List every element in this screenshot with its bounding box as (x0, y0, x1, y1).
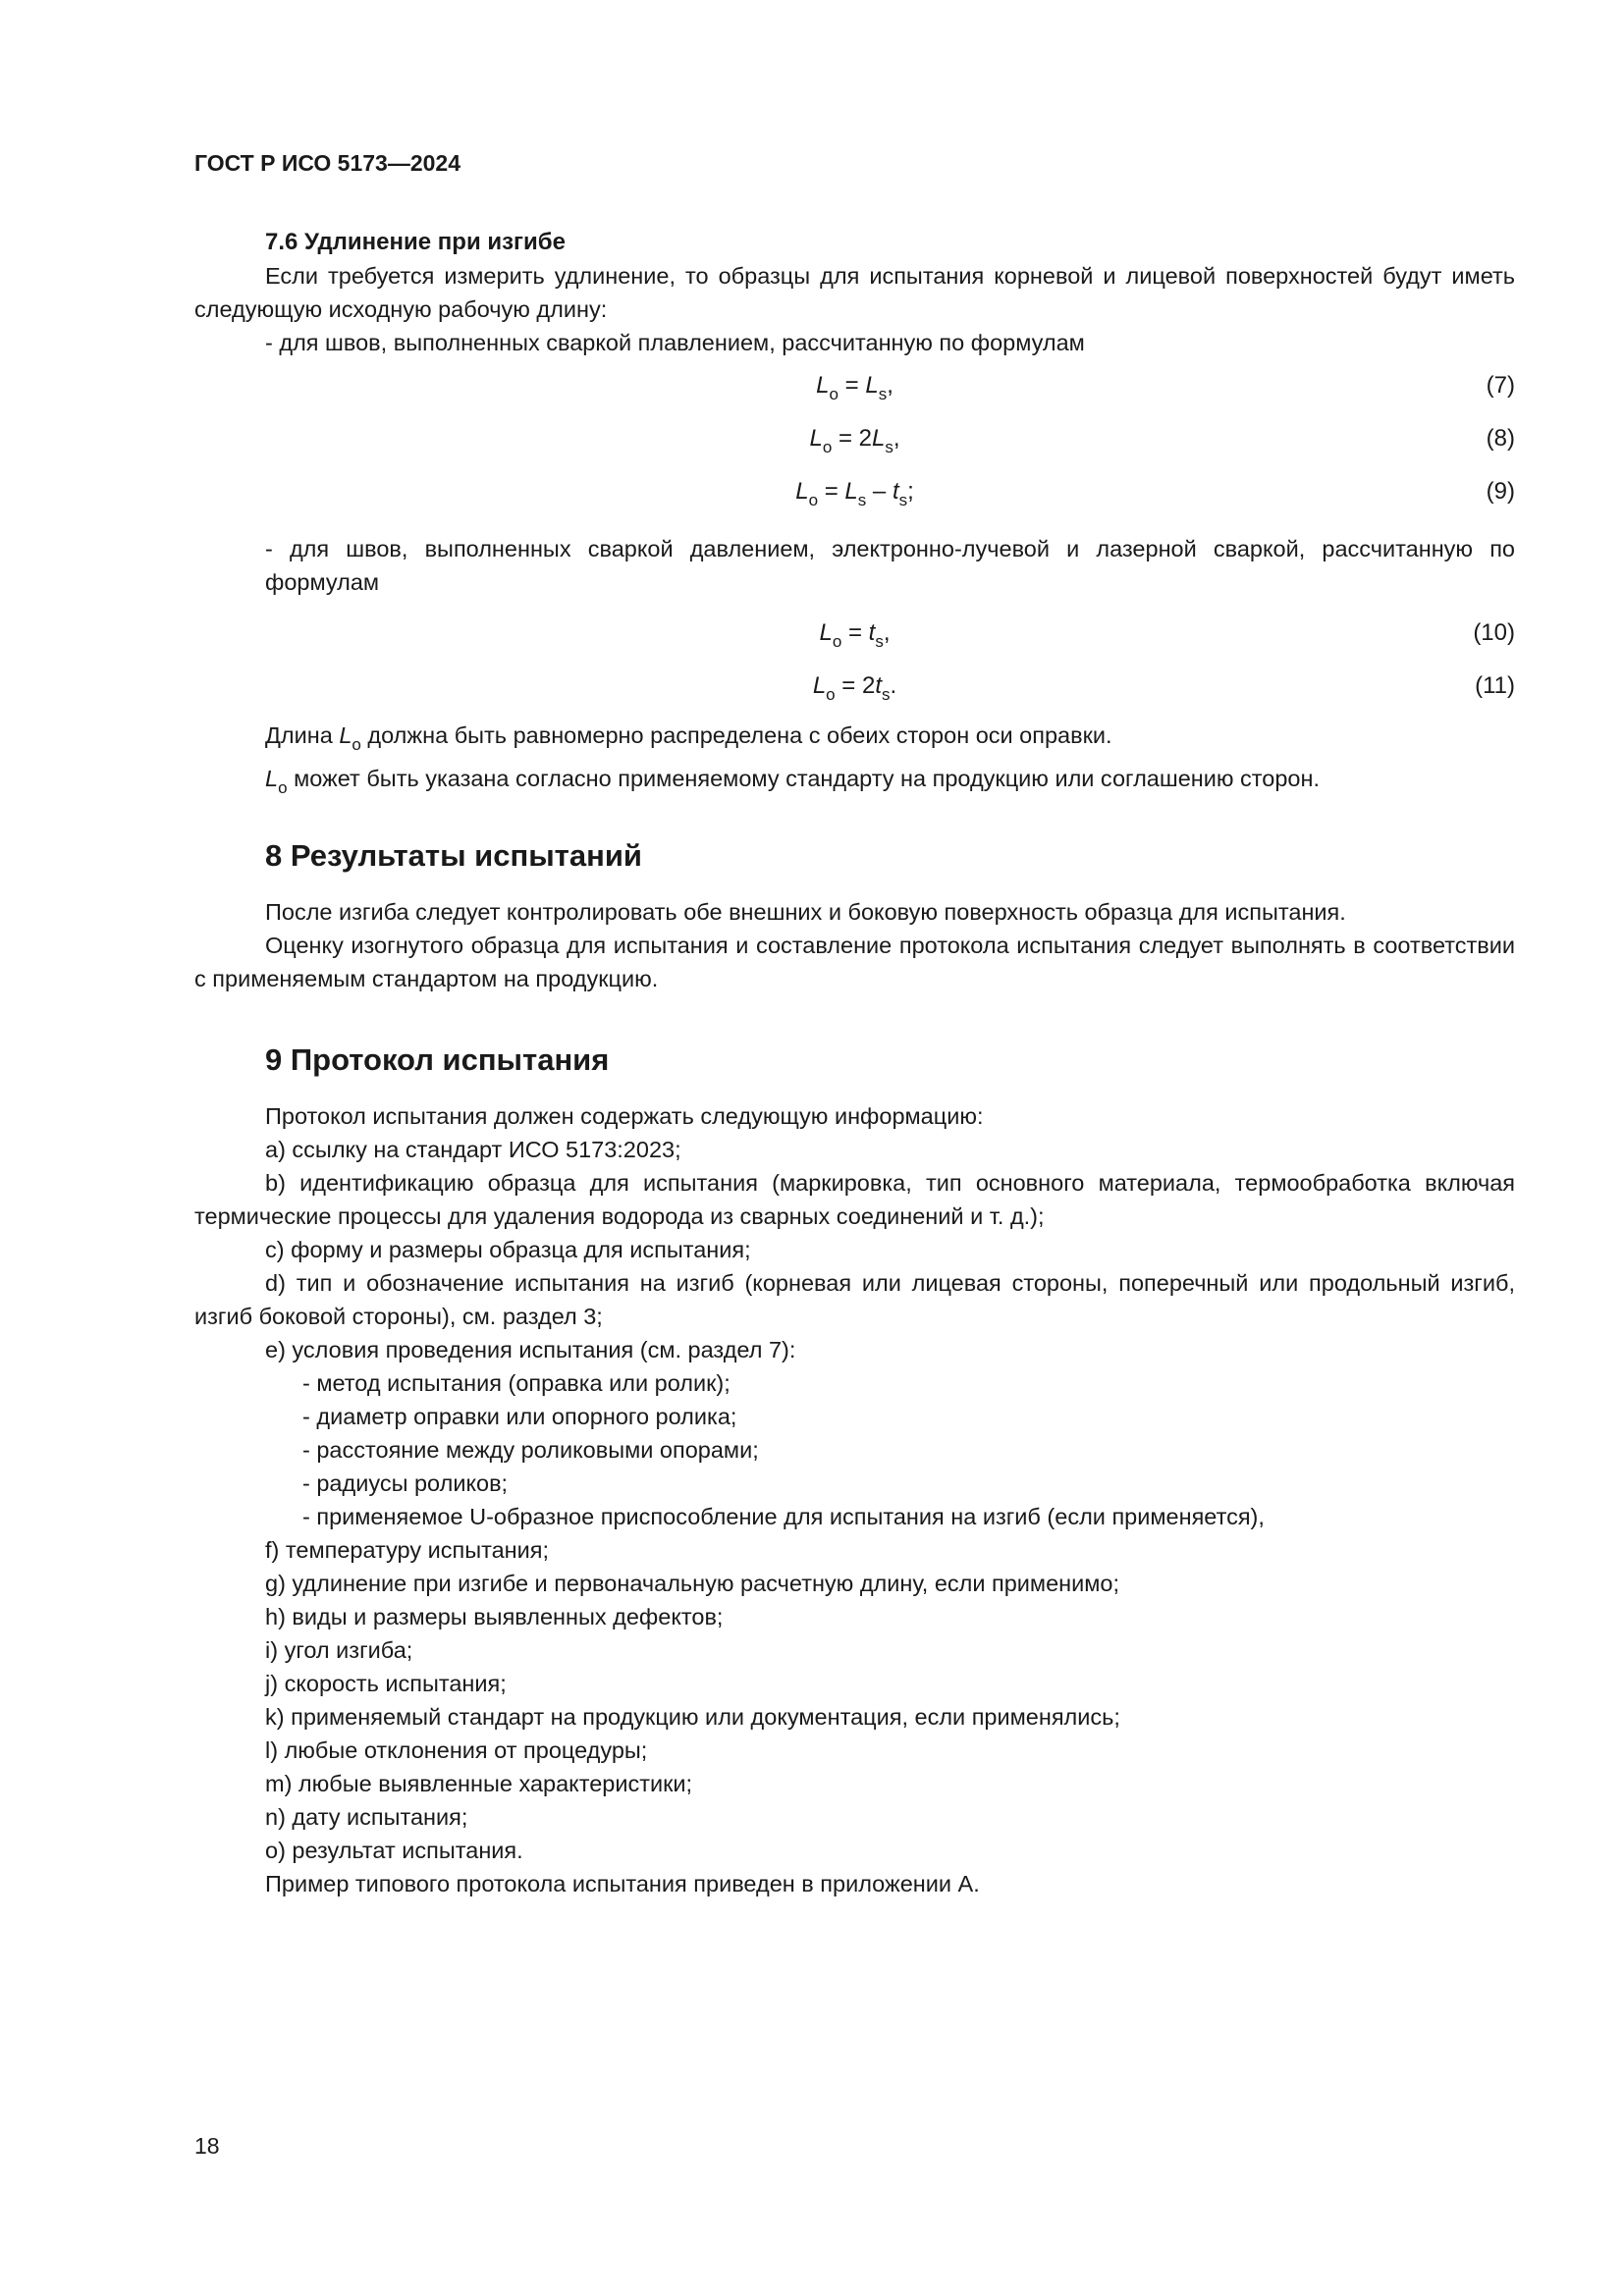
protocol-item-a: a) ссылку на стандарт ИСО 5173:2023; (265, 1137, 681, 1162)
protocol-item-o: o) результат испытания. (265, 1838, 523, 1863)
protocol-item-j: j) скорость испытания; (265, 1671, 507, 1696)
formula-7-number: (7) (1486, 372, 1515, 399)
section-9-title: 9 Протокол испытания (265, 1042, 610, 1077)
protocol-item-e-sub-4: - радиусы роликов; (302, 1470, 509, 1496)
document-header: ГОСТ Р ИСО 5173—2024 (194, 150, 461, 176)
protocol-item-i: i) угол изгиба; (265, 1637, 413, 1663)
section-8-title: 8 Результаты испытаний (265, 838, 642, 873)
formula-7-lhs: L (816, 372, 830, 399)
protocol-item-e-sub-5: - применяемое U-образное приспособление для испытания на изгиб (если применяется), (302, 1504, 1265, 1529)
section-7-6-paragraph-2: Длина $L_o$ должна быть равномерно распределена с обеих сторон оси оправки. (265, 722, 1112, 754)
protocol-item-e-sub-1: - метод испытания (оправка или ролик); (302, 1370, 731, 1396)
protocol-item-b: b) идентификацию образца для испытания (маркировка, тип основного материала, термообработка включая термические процессы для удаления водорода из сварных соединений и т. д.); (194, 1170, 1515, 1229)
section-8-paragraph-2: Оценку изогнутого образца для испытания и составление протокола испытания следует выполнять в соответствии с применяемым стандартом на продукцию. (194, 933, 1515, 991)
protocol-item-d: d) тип и обозначение испытания на изгиб (корневая или лицевая стороны, поперечный или продольный изгиб, изгиб боковой стороны), см. раздел 3; (194, 1270, 1515, 1329)
protocol-item-n: n) дату испытания; (265, 1804, 468, 1830)
section-9-outro: Пример типового протокола испытания приведен в приложении А. (265, 1871, 980, 1896)
protocol-item-k: k) применяемый стандарт на продукцию или документация, если применялись; (265, 1704, 1120, 1730)
formula-8-number: (8) (1486, 425, 1515, 452)
list-item-fusion-welding: - для швов, выполненных сваркой плавлением, рассчитанную по формулам (265, 330, 1085, 355)
formula-8: $L_o = 2L_s$, (8) (194, 412, 1515, 465)
protocol-item-m: m) любые выявленные характеристики; (265, 1771, 693, 1796)
protocol-item-e-sub-3: - расстояние между роликовыми опорами; (302, 1437, 759, 1463)
protocol-item-g: g) удлинение при изгибе и первоначальную расчетную длину, если применимо; (265, 1571, 1120, 1596)
section-7-6-paragraph-1: Если требуется измерить удлинение, то образцы для испытания корневой и лицевой поверхностей будут иметь следующую исходную рабочую длину: (194, 263, 1515, 322)
protocol-item-h: h) виды и размеры выявленных дефектов; (265, 1604, 724, 1629)
formula-10-number: (10) (1473, 619, 1515, 646)
page-content (194, 226, 1515, 1900)
protocol-item-f: f) температуру испытания; (265, 1537, 550, 1563)
protocol-item-e-sub-2: - диаметр оправки или опорного ролика; (302, 1404, 737, 1429)
list-item-pressure-welding: - для швов, выполненных сваркой давлением, электронно-лучевой и лазерной сваркой, рассчитанную по формулам (265, 536, 1515, 595)
formula-9-number: (9) (1486, 478, 1515, 505)
protocol-item-l: l) любые отклонения от процедуры; (265, 1737, 648, 1763)
protocol-item-e: e) условия проведения испытания (см. раздел 7): (265, 1337, 796, 1362)
formula-10: $L_o = t_s$, (10) (194, 607, 1515, 660)
section-7-6-paragraph-3: $L_o$ может быть указана согласно применяемому стандарту на продукцию или соглашению сторон. (265, 766, 1320, 797)
formula-11-number: (11) (1475, 672, 1515, 699)
formula-9: $L_o = L_s - t_s$; (9) (194, 465, 1515, 518)
formula-11: $L_o = 2t_s$. (11) (194, 660, 1515, 713)
section-9-intro: Протокол испытания должен содержать следующую информацию: (265, 1103, 984, 1129)
page-number: 18 (194, 2133, 220, 2159)
section-7-6-title: 7.6 Удлинение при изгибе (265, 229, 566, 255)
section-8-paragraph-1: После изгиба следует контролировать обе внешних и боковую поверхность образца для испытания. (265, 899, 1346, 925)
formula-7: $L_o = L_s$, (7) (194, 359, 1515, 412)
protocol-item-c: c) форму и размеры образца для испытания; (265, 1237, 751, 1262)
